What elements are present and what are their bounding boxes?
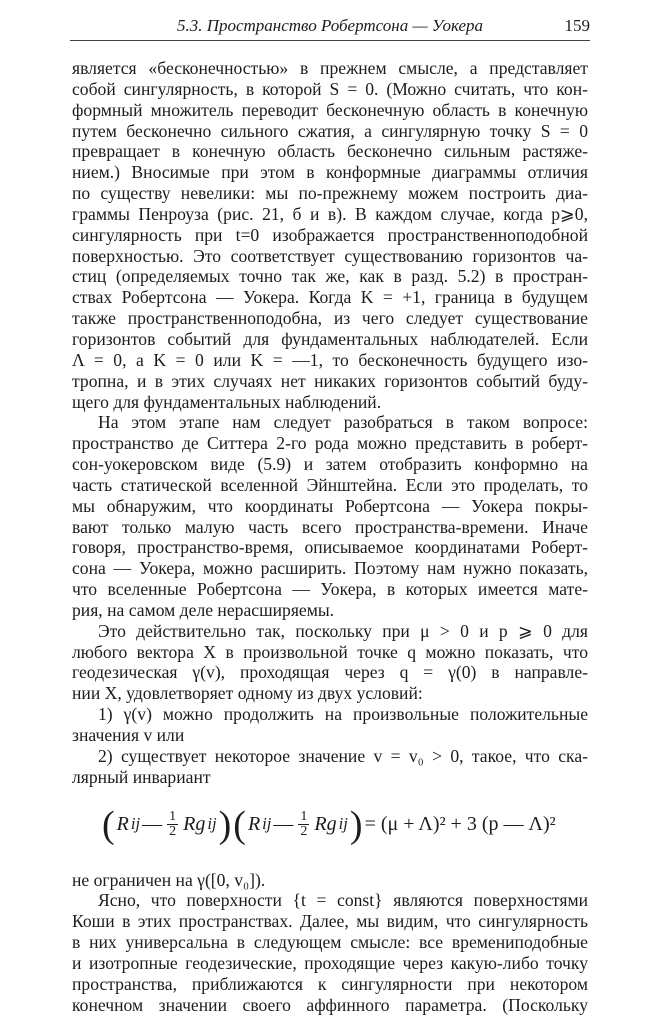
- minus-sign: —: [273, 813, 294, 836]
- text-line: часть статической вселенной Эйнштейна. Если это проделать, то: [72, 474, 588, 495]
- fraction-half: [167, 810, 178, 839]
- text-line: 1) γ(v) можно продолжить на произвольные положительные: [98, 704, 588, 725]
- page-body: [72, 58, 588, 1015]
- text-line: ствах Робертсона — Уокера. Когда K = +1, граница в будущем: [72, 287, 588, 308]
- index-lower: ij: [207, 814, 217, 834]
- text-line: любого вектора X в произвольной точке q можно показать, что: [72, 641, 588, 662]
- text-line: путем бесконечно сильного сжатия, а сингулярную точку S = 0: [72, 120, 588, 141]
- display-formula: [72, 798, 588, 866]
- text-line: в них универсальна в следующем смысле: все времениподобные: [72, 932, 588, 953]
- text-line: поверхностью. Это соответствует существованию горизонтов ча-: [72, 245, 588, 266]
- left-paren: (: [233, 803, 246, 846]
- text-line: сон-уокеровском виде (5.9) и затем отобразить конформно на: [72, 454, 588, 475]
- text-line: мы обнаружим, что координаты Робертсона — Уокера покры-: [72, 495, 588, 516]
- formula-expression: [102, 803, 556, 846]
- text-line: Коши в этих пространствах. Далее, мы видим, что сингулярность: [72, 911, 588, 932]
- text-line: конечном значении своего аффинного параметра. (Поскольку: [72, 994, 588, 1015]
- text-line: На этом этапе нам следует разобраться в таком вопросе:: [98, 412, 588, 433]
- text-line: 2) существует некоторое значение v = v₀ > 0, такое, что ска-: [98, 745, 588, 766]
- text-line: значения v или: [72, 725, 185, 745]
- index-upper: ij: [262, 814, 272, 834]
- page-number: 159: [564, 16, 590, 35]
- fraction-numerator: 1: [300, 809, 308, 825]
- text-line: стиц (определяемых точно так же, как в разд. 5.2) в простран-: [72, 266, 588, 287]
- text-line: горизонтов событий для фундаментальных наблюдателей. Если: [72, 328, 588, 349]
- running-head: 5.3. Пространство Робертсона — Уокера: [176, 16, 484, 35]
- text-line: что вселенные Робертсона — Уокера, в которых имеется мате-: [72, 579, 588, 600]
- text-line: вают только малую часть всего пространства-времени. Иначе: [72, 516, 588, 537]
- paragraph-4: [72, 890, 588, 1015]
- text-line: собой сингулярность, в которой S = 0. (Можно считать, что кон-: [72, 78, 588, 99]
- scalar-metric: Rg: [183, 813, 206, 836]
- ricci-symbol: R: [247, 813, 261, 836]
- scalar-metric: Rg: [314, 813, 337, 836]
- text-line: и изотропные геодезические, проходящие через какую-либо точку: [72, 952, 588, 973]
- paragraph-2: [72, 412, 588, 620]
- fraction-denominator: 2: [169, 824, 177, 840]
- minus-sign: —: [142, 813, 163, 836]
- text-line: граммы Пенроуза (рис. 21, б и в). В каждом случае, когда p⩾0,: [72, 203, 588, 224]
- text-line: Ясно, что поверхности {t = const} являются поверхностями: [98, 890, 588, 911]
- text-line: сингулярность при t=0 изображается пространственноподобной: [72, 224, 588, 245]
- text-line: пространство де Ситтера 2-го рода можно представить в роберт-: [72, 433, 588, 454]
- condition-1: [72, 704, 588, 746]
- text-line: формный множитель переводит бесконечную область в конечную: [72, 99, 588, 120]
- fraction-half: [298, 810, 309, 839]
- text-line: рия, на самом деле нерасширяемы.: [72, 599, 335, 620]
- formula-rhs: = (μ + Λ)² + 3 (p — Λ)²: [364, 813, 556, 836]
- text-line: не ограничен на γ([0, v₀]).: [72, 869, 266, 890]
- right-paren: ): [349, 803, 363, 846]
- text-line: сона — Уокера, можно расширить. Поэтому нам нужно показать,: [72, 558, 588, 579]
- index-lower: ij: [130, 814, 141, 834]
- paragraph-3: [72, 621, 588, 704]
- text-line: геодезическая γ(v), проходящая через q = γ(0) в направле-: [72, 662, 588, 683]
- index-upper: ij: [338, 814, 348, 834]
- left-paren: (: [102, 803, 115, 846]
- page-header: [70, 14, 590, 41]
- text-line: является «бесконечностью» в прежнем смысле, а представляет: [72, 58, 588, 78]
- text-line: нием.) Вносимые при этом в конформные диаграммы отличия: [72, 162, 588, 183]
- paragraph-1: [72, 58, 588, 412]
- text-line: щего для фундаментальных наблюдений.: [72, 391, 382, 412]
- text-line: по существу невелики: мы по-прежнему можем построить диа-: [72, 183, 588, 204]
- text-line: Λ = 0, а K = 0 или K = —1, то бесконечность будущего изо-: [72, 349, 588, 370]
- right-paren: ): [218, 803, 232, 846]
- text-line: лярный инвариант: [72, 766, 211, 787]
- fraction-numerator: 1: [169, 809, 177, 825]
- text-line: также пространственноподобна, из чего следует существование: [72, 308, 588, 329]
- text-line: Это действительно так, поскольку при μ > 0 и p ⩾ 0 для: [98, 620, 588, 641]
- text-line: нии X, удовлетворяет одному из двух условий:: [72, 683, 423, 704]
- text-line: говоря, пространство-время, описываемое координатами Роберт-: [72, 537, 588, 558]
- condition-2: [72, 746, 588, 788]
- text-line: тропна, и в этих случаях нет никаких горизонтов событий буду-: [72, 370, 588, 391]
- text-line: пространства, приближаются к сингулярности при некотором: [72, 973, 588, 994]
- ricci-symbol: R: [116, 813, 129, 836]
- text-line: превращает в конечную область бесконечно сильным растяже-: [72, 141, 588, 162]
- fraction-denominator: 2: [300, 824, 308, 840]
